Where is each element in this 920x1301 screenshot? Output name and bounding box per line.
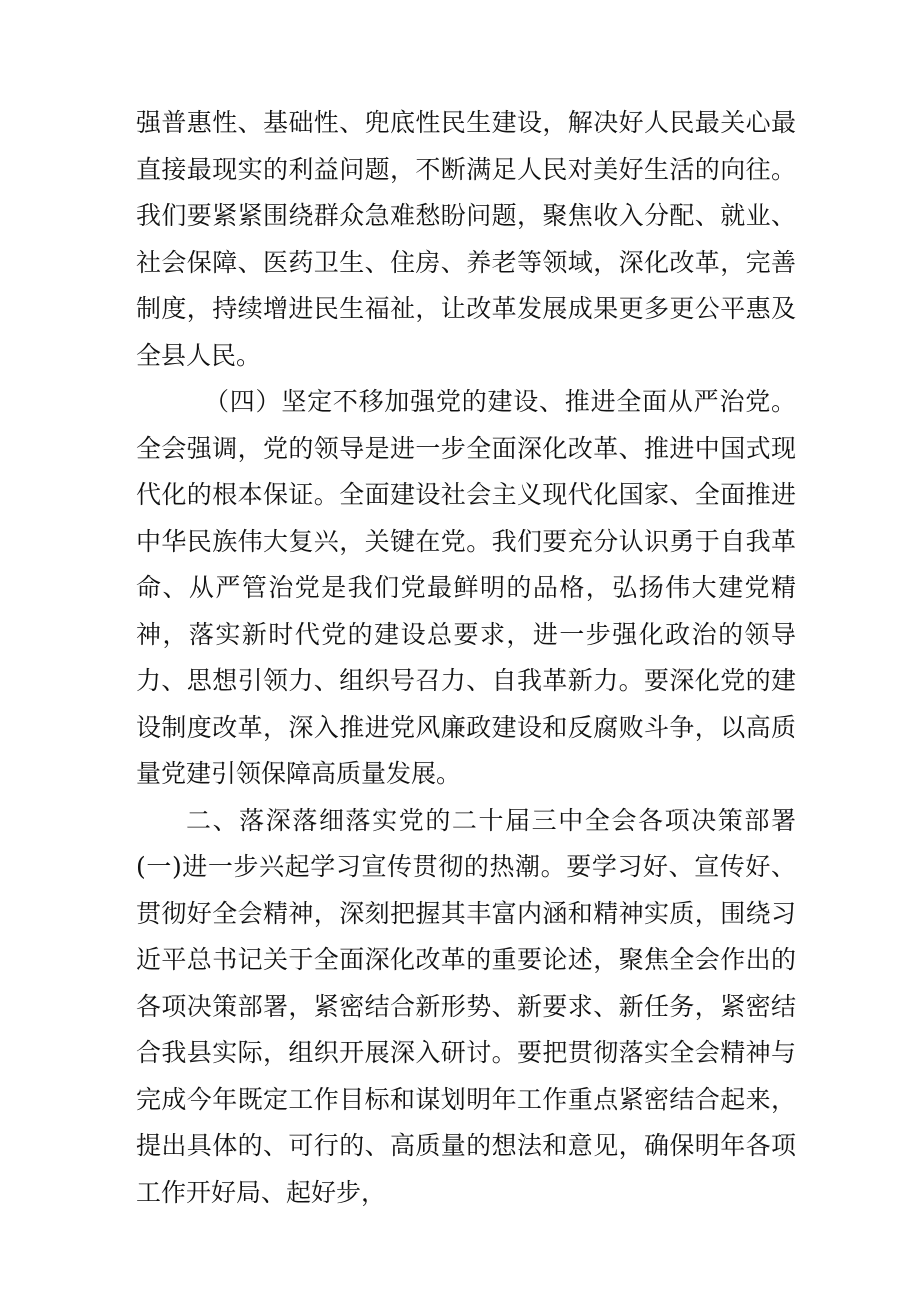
document-body <box>136 100 796 1216</box>
paragraph-party-building: （四）坚定不移加强党的建设、推进全面从严治党。全会强调，党的领导是进一步全面深化改革、推进中国式现代化的根本保证。全面建设社会主义现代化国家、全面推进中华民族伟大复兴，关键在党。我们要充分认识勇于自我革命、从严管治党是我们党最鲜明的品格，弘扬伟大建党精神，落实新时代党的建设总要求，进一步强化政治的领导力、思想引领力、组织号召力、自我革新力。要深化党的建设制度改革，深入推进党风廉政建设和反腐败斗争，以高质量党建引领保障高质量发展。 <box>136 387 796 788</box>
paragraph-implementation: 二、落深落细落实党的二十届三中全会各项决策部署(一)进一步兴起学习宣传贯彻的热潮。要学习好、宣传好、贯彻好全会精神，深刻把握其丰富内涵和精神实质，围绕习近平总书记关于全面深化改革的重要论述，聚焦全会作出的各项决策部署，紧密结合新形势、新要求、新任务，紧密结合我县实际，组织开展深入研讨。要把贯彻落实全会精神与完成今年既定工作目标和谋划明年工作重点紧密结合起来，提出具体的、可行的、高质量的想法和意见，确保明年各项工作开好局、起好步， <box>136 805 796 1207</box>
paragraph-livelihood: 强普惠性、基础性、兜底性民生建设，解决好人民最关心最直接最现实的利益问题，不断满足人民对美好生活的向往。我们要紧紧围绕群众急难愁盼问题，聚焦收入分配、就业、社会保障、医药卫生、住房、养老等领域，深化改革，完善制度，持续增进民生福祉，让改革发展成果更多更公平惠及全县人民。 <box>136 108 796 370</box>
